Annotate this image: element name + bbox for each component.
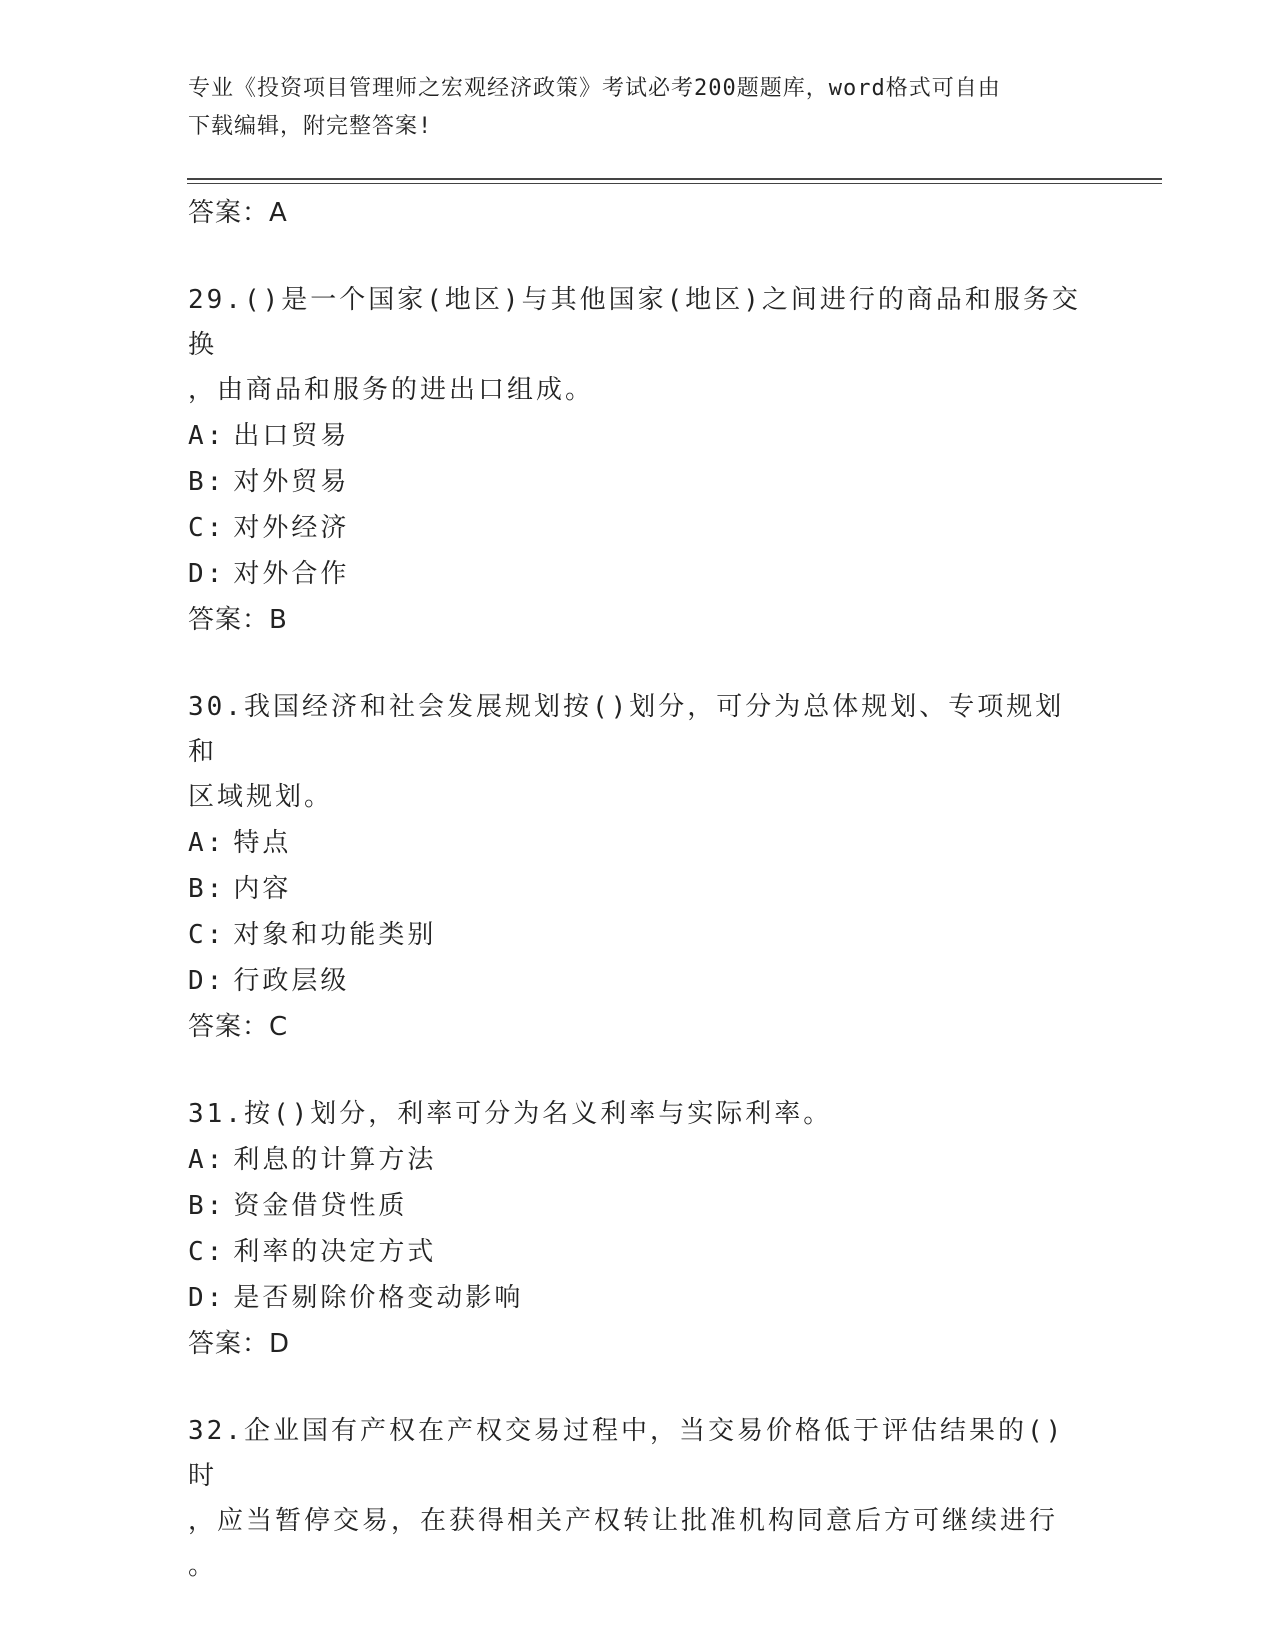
question-text-line: 区域规划。 <box>188 782 334 812</box>
option-a <box>188 820 1088 866</box>
option-label: D: <box>188 966 226 996</box>
option-d <box>188 551 1088 597</box>
option-label: A: <box>188 1145 226 1175</box>
option-label: A: <box>188 421 226 451</box>
option-label: C: <box>188 1237 226 1267</box>
option-label: A: <box>188 828 226 858</box>
header-line-2: 下载编辑，附完整答案! <box>188 114 433 139</box>
question-text-line: 。 <box>188 1551 218 1581</box>
option-text: 特点 <box>233 828 292 858</box>
question-text-line: 30.我国经济和社会发展规划按()划分，可分为总体规划、专项规划和 <box>188 692 1065 767</box>
option-c <box>188 505 1088 551</box>
option-d <box>188 1275 1088 1321</box>
option-label: D: <box>188 559 226 589</box>
option-a <box>188 1137 1088 1183</box>
option-label: B: <box>188 874 226 904</box>
option-text: 利息的计算方法 <box>233 1145 437 1175</box>
option-text: 资金借贷性质 <box>233 1191 408 1221</box>
option-text: 是否剔除价格变动影响 <box>233 1283 524 1313</box>
answer-line: 答案：C <box>188 1012 289 1042</box>
option-text: 对外合作 <box>233 559 350 589</box>
question-text-line: 32.企业国有产权在产权交易过程中，当交易价格低于评估结果的()时 <box>188 1416 1065 1491</box>
header-line-1: 专业《投资项目管理师之宏观经济政策》考试必考200题题库，word格式可自由 <box>188 76 1001 101</box>
option-text: 对外经济 <box>233 513 350 543</box>
question-text <box>188 278 1088 413</box>
option-text: 出口贸易 <box>233 421 350 451</box>
option-text: 对象和功能类别 <box>233 920 437 950</box>
header-divider-thin <box>187 183 1162 184</box>
option-text: 行政层级 <box>233 966 350 996</box>
question-32 <box>188 1409 1088 1589</box>
answer-line: 答案：B <box>188 605 288 635</box>
question-text-line: 31.按()划分，利率可分为名义利率与实际利率。 <box>188 1099 833 1129</box>
question-30 <box>188 685 1088 1050</box>
option-label: C: <box>188 513 226 543</box>
question-29 <box>188 278 1088 643</box>
option-label: D: <box>188 1283 226 1313</box>
header-divider-thick <box>187 178 1162 180</box>
option-d <box>188 958 1088 1004</box>
option-c <box>188 1229 1088 1275</box>
option-label: C: <box>188 920 226 950</box>
question-text-line: ，应当暂停交易，在获得相关产权转让批准机构同意后方可继续进行 <box>188 1506 1059 1536</box>
answer-line: 答案：A <box>188 198 288 228</box>
option-text: 利率的决定方式 <box>233 1237 437 1267</box>
document-header <box>188 70 1088 146</box>
document-body <box>188 190 1088 1589</box>
option-text: 内容 <box>233 874 292 904</box>
option-a <box>188 413 1088 459</box>
question-text <box>188 1092 1088 1137</box>
question-31 <box>188 1092 1088 1367</box>
option-label: B: <box>188 1191 226 1221</box>
option-b <box>188 459 1088 505</box>
option-text: 对外贸易 <box>233 467 350 497</box>
question-text-line: ，由商品和服务的进出口组成。 <box>188 375 595 405</box>
question-text <box>188 1409 1088 1589</box>
answer-line: 答案：D <box>188 1329 291 1359</box>
option-b <box>188 1183 1088 1229</box>
option-c <box>188 912 1088 958</box>
question-text-line: 29.()是一个国家(地区)与其他国家(地区)之间进行的商品和服务交换 <box>188 285 1081 360</box>
option-b <box>188 866 1088 912</box>
question-text <box>188 685 1088 820</box>
option-label: B: <box>188 467 226 497</box>
